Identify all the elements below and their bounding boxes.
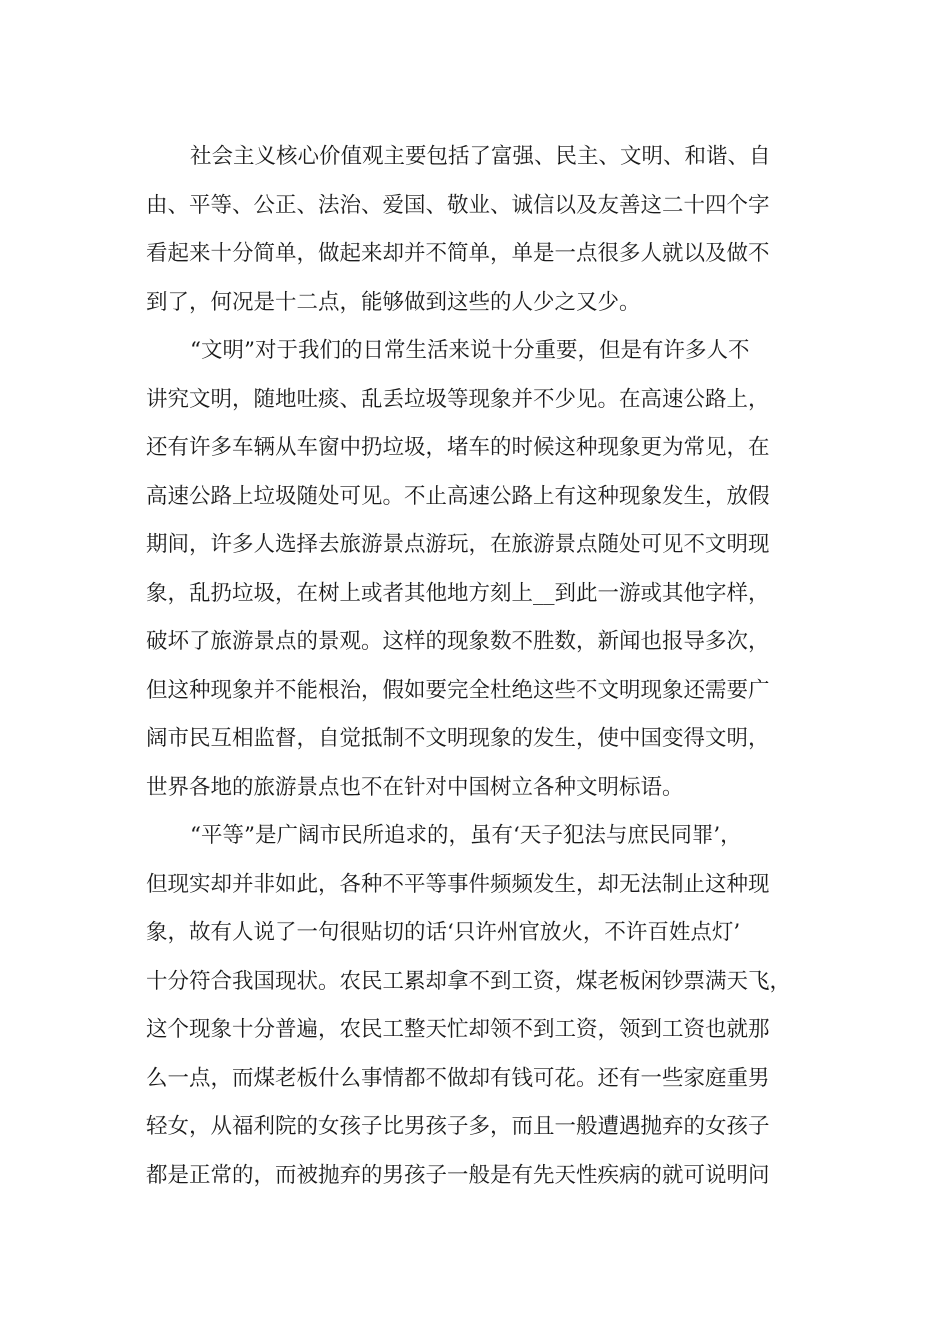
paragraph-core-values — [146, 133, 810, 327]
paragraph-equality — [146, 812, 810, 1200]
document-body — [146, 133, 810, 1200]
text-line: 么一点，而煤老板什么事情都不做却有钱可花。还有一些家庭重男 — [146, 1065, 770, 1091]
text-line: “平等”是广阔市民所追求的，虽有‘天子犯法与庶民同罪’， — [190, 823, 742, 848]
text-line: 社会主义核心价值观主要包括了富强、民主、文明、和谐、自 — [190, 144, 771, 169]
text-line: 破坏了旅游景点的景观。这样的现象数不胜数，新闻也报导多次， — [146, 629, 770, 654]
text-line: 阔市民互相监督，自觉抵制不文明现象的发生，使中国变得文明， — [146, 726, 770, 751]
text-line: 这个现象十分普遍，农民工整天忙却领不到工资，领到工资也就那 — [146, 1017, 770, 1042]
text-line: 看起来十分简单，做起来却并不简单，单是一点很多人就以及做不 — [146, 241, 770, 266]
text-line: 但现实却并非如此，各种不平等事件频频发生，却无法制止这种现 — [146, 871, 770, 897]
text-line: 象，乱扔垃圾，在树上或者其他地方刻上__到此一游或其他字样， — [146, 580, 770, 606]
text-line: 期间，许多人选择去旅游景点游玩，在旅游景点随处可见不文明现 — [146, 532, 770, 557]
text-line: 轻女，从福利院的女孩子比男孩子多，而且一般遭遇抛弃的女孩子 — [146, 1114, 770, 1139]
paragraph-civility — [146, 327, 810, 812]
text-line: 但这种现象并不能根治，假如要完全杜绝这些不文明现象还需要广 — [146, 677, 770, 703]
text-line: 由、平等、公正、法治、爱国、敬业、诚信以及友善这二十四个字 — [146, 192, 770, 218]
text-line: “文明”对于我们的日常生活来说十分重要，但是有许多人不 — [190, 338, 750, 363]
text-line: 象，故有人说了一句很贴切的话‘只许州官放火，不许百姓点灯’ — [146, 920, 741, 945]
text-line: 十分符合我国现状。农民工累却拿不到工资，煤老板闲钞票满天飞， — [146, 968, 792, 994]
text-line: 都是正常的，而被抛弃的男孩子一般是有先天性疾病的就可说明问 — [146, 1162, 770, 1188]
text-line: 还有许多车辆从车窗中扔垃圾，堵车的时候这种现象更为常见，在 — [146, 435, 770, 460]
text-line: 到了，何况是十二点，能够做到这些的人少之又少。 — [146, 289, 641, 315]
text-line: 讲究文明，随地吐痰、乱丢垃圾等现象并不少见。在高速公路上， — [146, 386, 770, 412]
text-line: 高速公路上垃圾随处可见。不止高速公路上有这种现象发生，放假 — [146, 483, 770, 509]
text-line: 世界各地的旅游景点也不在针对中国树立各种文明标语。 — [146, 774, 684, 800]
